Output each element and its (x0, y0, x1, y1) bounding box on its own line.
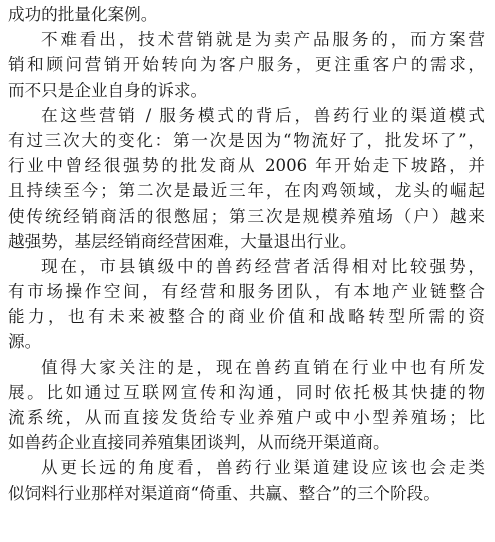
text-line: 流系统，从而直接发货给专业养殖户或中小型养殖场；比 (8, 408, 485, 428)
paragraph-3 (8, 103, 485, 254)
text-line: 现在，市县镇级中的兽药经营者活得相对比较强势， (41, 256, 485, 276)
paragraph-6 (8, 455, 485, 505)
text-line: 使传统经销商活的很憋屈；第三次是规模养殖场（户）越来 (8, 206, 485, 226)
document-page (0, 2, 495, 542)
paragraph-5 (8, 355, 485, 456)
text-line: 成功的批量化案例。 (8, 5, 158, 24)
text-line: 展。比如通过互联网宣传和沟通，同时依托极其快捷的物 (8, 382, 485, 402)
text-line: 源。 (8, 332, 42, 352)
text-line: 有市场操作空间，有经营和服务团队，有本地产业链整合 (8, 282, 485, 302)
paragraph-1 (8, 2, 485, 27)
text-line: 越强势，基层经销商经营困难，大量退出行业。 (8, 231, 357, 251)
paragraph-2 (8, 27, 485, 103)
text-line: 有过三次大的变化：第一次是因为“物流好了，批发坏了”， (8, 130, 485, 150)
text-line: 而不只是企业自身的诉求。 (8, 80, 208, 100)
text-line: 值得大家关注的是，现在兽药直销在行业中也有所发 (41, 357, 485, 377)
text-line: 在这些营销 / 服务模式的背后，兽药行业的渠道模式 (41, 105, 485, 125)
text-line: 似饲料行业那样对渠道商“倚重、共赢、整合”的三个阶段。 (8, 483, 440, 503)
text-line: 销和顾问营销开始转向为客户服务，更注重客户的需求， (8, 55, 485, 75)
text-line: 从更长远的角度看，兽药行业渠道建设应该也会走类 (41, 458, 485, 478)
text-line: 且持续至今；第二次是最近三年，在肉鸡领域，龙头的崛起 (8, 181, 485, 201)
text-line: 如兽药企业直接同养殖集团谈判，从而绕开渠道商。 (8, 433, 390, 453)
paragraph-4 (8, 254, 485, 355)
text-line: 行业中曾经很强势的批发商从 2006 年开始走下坡路，并 (8, 156, 485, 176)
text-line: 不难看出，技术营销就是为卖产品服务的，而方案营 (41, 30, 485, 50)
text-line: 能力，也有未来被整合的商业价值和战略转型所需的资 (8, 307, 485, 327)
